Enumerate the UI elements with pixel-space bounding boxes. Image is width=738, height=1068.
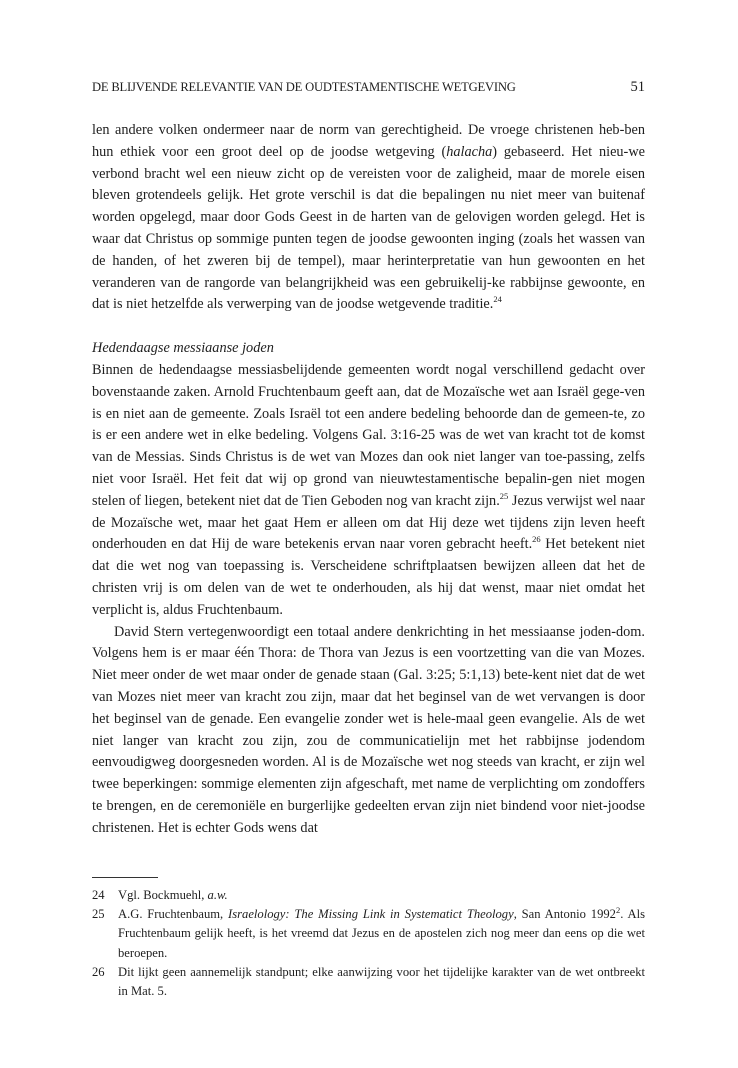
- footnote-26-text: Dit lijkt geen aannemelijk standpunt; elke aanwijzing voor het tijdelijke karakter van de wet ontbreekt in Mat. 5.: [118, 964, 645, 999]
- body-text: [92, 120, 645, 840]
- paragraph-3: David Stern vertegenwoordigt een totaal andere denkrichting in het messiaanse joden-dom. Volgens hem is er maar één Thora: de Thora van Jezus is een voortzetting van die van Mozes. Niet meer onder de wet maar onder de genade staan (Gal. 3:25; 5:1,13) bete-kent niet dat de wet van Mozes niet meer van kracht zou zijn, maar dat het beginsel van de wet vervangen is door het beginsel van de genade. Een evangelie zonder wet is hele-maal geen evangelie. Als de wet niet langer van kracht zou zijn, zou de communicatielijn met het rabbijnse jodendom eenvoudigweg doorgesneden worden. Al is de Mozaïsche wet nog steeds van kracht, er zijn wel twee beperkingen: sommige elementen zijn afgeschaft, met name de verplichting om zondoffers te brengen, en de ceremoniële en burgerlijke gedeelten ervan zijn niet bindend voor niet-joodse christenen. Het is echter Gods wens dat: [92, 623, 645, 836]
- footnote-26: [92, 963, 645, 1001]
- paragraph-2-text-c: Het betekent niet dat die wet nog van toepassing is. Verscheidene schriftplaatsen bewijzen alleen dat het de christen vrij is om delen van de wet te onderhouden, als hij dat wenst, maar niet omdat het verplicht is, aldus Fruchtenbaum.: [92, 536, 646, 618]
- footnote-24-italic: a.w.: [207, 888, 228, 902]
- page-number: 51: [630, 79, 645, 95]
- footnote-divider: [92, 877, 158, 878]
- footnote-ref-25: 25: [499, 490, 509, 501]
- section-heading: Hedendaagse messiaanse joden: [92, 340, 274, 357]
- paragraph-2-text-b: Jezus verwijst wel naar de Mozaïsche wet, maar het gaat Hem er alleen om dat Hij deze wet tijdens zijn leven heeft onderhouden en dat Hij de ware betekenis ervan naar voren gebracht heeft.: [92, 492, 645, 553]
- footnote-24-text: Vgl. Bockmuehl,: [118, 888, 208, 902]
- footnote-25-comment: . Als Fruchtenbaum gelijk heeft, is het vreemd dat Jezus en de apostelen zich nog meer dan eens op die wet beroepen.: [118, 907, 645, 960]
- footnote-number: 25: [92, 907, 105, 922]
- footnote-25-place-year: , San Antonio 1992: [513, 907, 616, 922]
- running-title: DE BLIJVENDE RELEVANTIE VAN DE OUDTESTAMENTISCHE WETGEVING: [92, 80, 516, 94]
- paragraph-1-text-c: ) gebaseerd. Het nieu-we verbond bracht wel een nieuw zicht op de vereisten voor de zaligheid, maar de morele eisen bleven grotendeels gelijk. Het grote verschil is dat die bepalingen nu niet meer van buitenaf worden opgelegd, maar door Gods Geest in de harten van de gelovigen worden gelegd. Het is waar dat Christus op sommige punten tegen de joodse gewoonten inging (zoals het wassen van de handen, of het zweren bij de tempel), maar herinterpretatie van hun gewoonten en het veranderen van de rangorde van belangrijkheid was een gebruikelij-ke rabbijnse gewoonte, en dat is niet hetzelfde als verwerping van de joodse wetgevende traditie.: [92, 143, 645, 313]
- footnote-25-edition: 2: [615, 905, 621, 916]
- footnote-24: [92, 886, 645, 905]
- paragraph-1-text-a: len andere volken ondermeer naar de norm van gerechtigheid. De vroege christenen heb-ben hun ethiek voor een groot deel op de joodse wetgeving (: [92, 122, 645, 160]
- footnote-number: 24: [92, 888, 105, 902]
- footnote-25: [92, 905, 645, 963]
- paragraph-2: [92, 360, 645, 622]
- footnote-ref-24: 24: [493, 294, 502, 305]
- footnote-text: [118, 905, 645, 963]
- footnote-number: 26: [92, 964, 105, 979]
- footnote-25-author: A.G. Fruchtenbaum,: [118, 907, 229, 922]
- footnotes: [92, 886, 645, 1001]
- footnote-text: [118, 886, 645, 905]
- footnote-ref-26: 26: [532, 534, 541, 545]
- page-header: [92, 79, 645, 96]
- paragraph-1: [92, 120, 645, 316]
- halacha-term: halacha: [446, 143, 493, 160]
- paragraph-2-text-a: Binnen de hedendaagse messiasbelijdende gemeenten wordt nogal verschillend gedacht over bovenstaande zaken. Arnold Fruchtenbaum geeft aan, dat de Mozaïsche wet aan Israël gege-ven is en niet aan de gemeente. Zoals Israël tot een andere bedeling behoorde dan de gemeen-te, zo is er een andere wet in elke bedeling. Volgens Gal. 3:16-25 was de wet van kracht tot de komst van de Messias. Sinds Christus is de wet van Mozes dan ook niet langer van toe-passing, zelfs niet voor Israël. Het feit dat wij op grond van nieuwtestamentische bepalin-gen niet mogen stelen of liegen, betekent niet dat de Tien Geboden nog van kracht zijn.: [92, 361, 645, 509]
- footnote-25-book-title: Israelology: The Missing Link in Systematict Theology: [228, 907, 514, 922]
